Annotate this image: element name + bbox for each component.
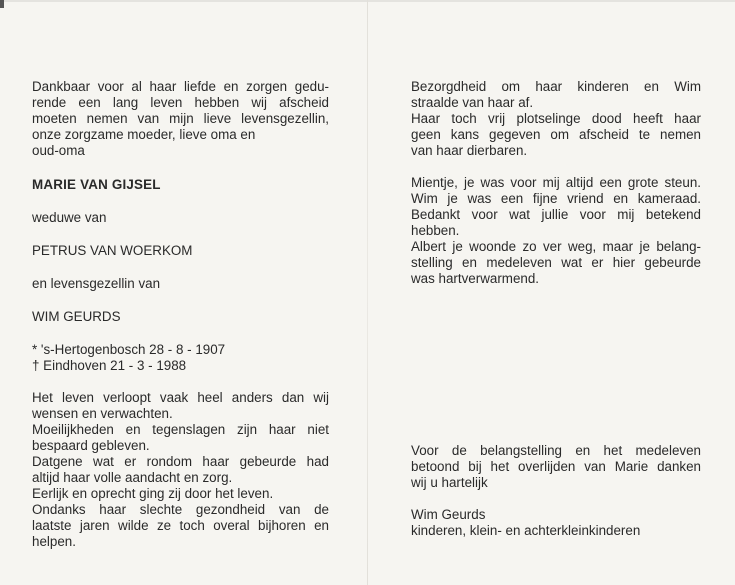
life-dates (32, 342, 329, 374)
widow-label: weduwe van (32, 210, 107, 225)
card-fold-line (367, 0, 368, 585)
personal-line: was hartverwarmend. (411, 271, 540, 286)
corner-mark (0, 0, 4, 8)
signature-family: kinderen, klein- en achterkleinkinderen (411, 523, 641, 538)
thanks-line: Voor de belangstelling en het medeleven (411, 443, 701, 458)
intro-line: onze zorgzame moeder, lieve oma en (32, 127, 256, 142)
thanks-line: wij u hartelijk (411, 475, 488, 490)
concern-line: straalde van haar af. (411, 95, 534, 110)
partner-label: en levensgezellin van (32, 276, 161, 291)
left-page (32, 79, 329, 550)
personal-line: Mientje, je was voor mij altijd een grote steun. (411, 175, 701, 190)
concern-paragraph (411, 79, 701, 159)
story-line: bespaard gebleven. (32, 438, 150, 453)
story-line: Eerlijk en oprecht ging zij door het leven. (32, 486, 274, 501)
story-line: Datgene wat er rondom haar gebeurde had (32, 454, 329, 469)
death-date: † Eindhoven 21 - 3 - 1988 (32, 358, 187, 373)
birth-date: * 's-Hertogenbosch 28 - 8 - 1907 (32, 342, 226, 357)
story-line: Ondanks haar slechte gezondheid van de (32, 502, 329, 517)
story-line: helpen. (32, 534, 76, 549)
personal-line: Bedankt voor wat jullie voor mij betekend (411, 207, 701, 222)
thanks-block (411, 443, 701, 539)
story-paragraph (32, 390, 329, 550)
concern-line: Bezorgdheid om haar kinderen en Wim (411, 79, 701, 94)
story-line: Het leven verloopt vaak heel anders dan wij (32, 390, 329, 405)
husband-name: PETRUS VAN WOERKOM (32, 243, 193, 258)
signature-name: Wim Geurds (411, 507, 486, 522)
story-line: laatste jaren wilde ze toch overal bijhoren en (32, 518, 329, 533)
intro-line: Dankbaar voor al haar liefde en zorgen gedu- (32, 79, 329, 94)
personal-line: Wim je was een fijne vriend en kameraad. (411, 191, 701, 206)
story-line: altijd haar volle aandacht en zorg. (32, 470, 233, 485)
personal-line: Albert je woonde zo ver weg, maar je belang- (411, 239, 701, 254)
story-line: wensen en verwachten. (32, 406, 173, 421)
intro-line: oud-oma (32, 143, 85, 158)
personal-line: hebben. (411, 223, 460, 238)
story-line: Moeilijkheden en tegenslagen zijn haar niet (32, 422, 329, 437)
intro-paragraph (32, 79, 329, 159)
intro-line: moeten nemen van mijn lieve levensgezellin, (32, 111, 329, 126)
concern-line: Haar toch vrij plotselinge dood heeft haar (411, 111, 701, 126)
thanks-paragraph (411, 443, 701, 491)
concern-line: geen kans gegeven om afscheid te nemen (411, 127, 701, 142)
signature (411, 507, 701, 539)
personal-paragraph (411, 175, 701, 287)
deceased-name: MARIE VAN GIJSEL (32, 177, 161, 192)
partner-name: WIM GEURDS (32, 309, 121, 324)
personal-line: stelling en medeleven wat er hier gebeurde (411, 255, 701, 270)
thanks-line: betoond bij het overlijden van Marie danken (411, 459, 701, 474)
right-page (411, 79, 701, 287)
concern-line: van haar dierbaren. (411, 143, 528, 158)
intro-line: rende een lang leven hebben wij afscheid (32, 95, 329, 110)
